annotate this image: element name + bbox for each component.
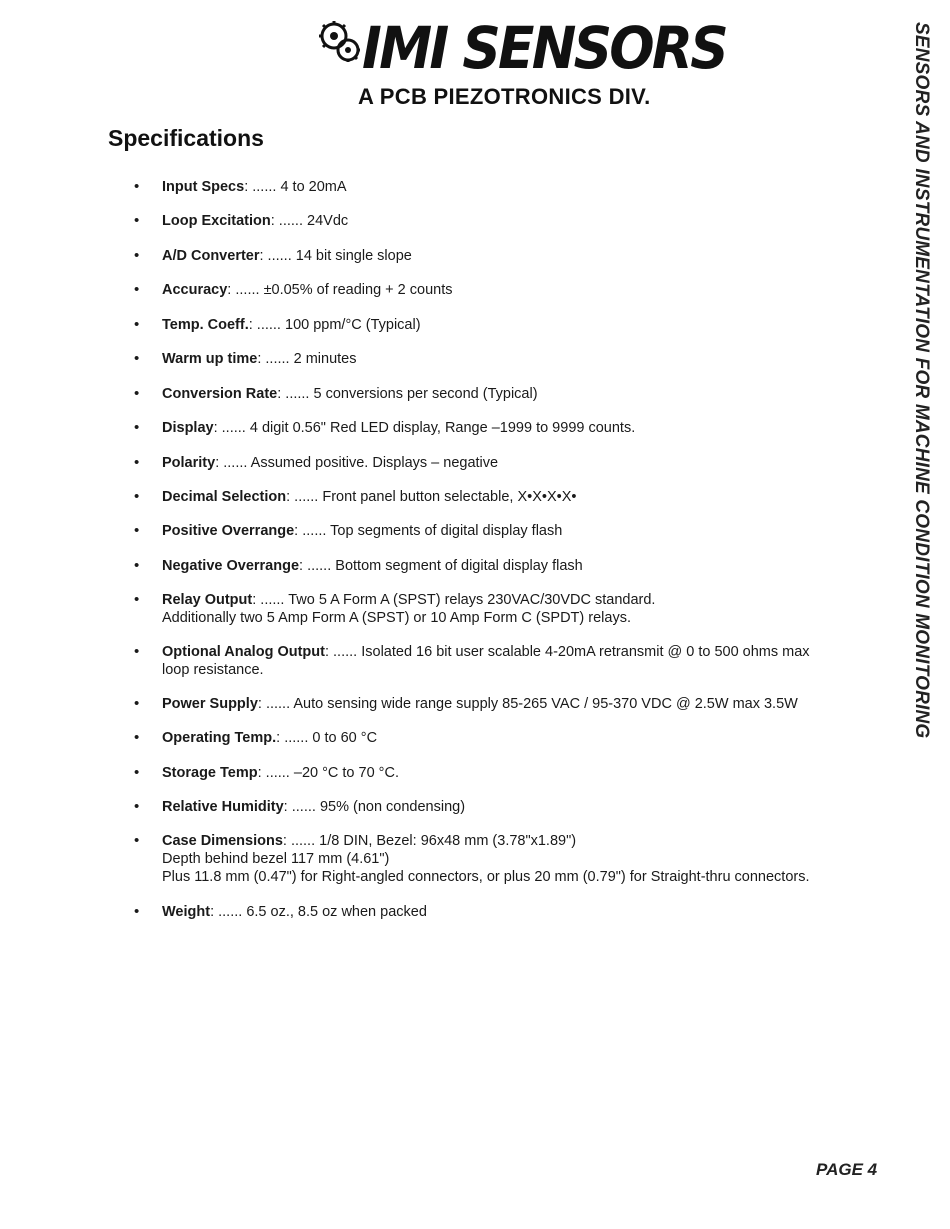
spec-line (162, 247, 872, 265)
spec-line (162, 832, 872, 850)
spec-value: Bottom segment of digital display flash (335, 558, 583, 574)
spec-label: Polarity (162, 455, 216, 471)
spec-line (162, 764, 872, 782)
spec-label: Input Specs (162, 179, 245, 195)
spec-body (162, 350, 872, 368)
spec-value: 5 conversions per second (Typical) (313, 386, 538, 402)
page-number: PAGE 4 (816, 1160, 878, 1179)
spec-label: Positive Overrange (162, 523, 295, 539)
spec-value: 0 to 60 °C (312, 730, 378, 746)
spec-label: Relay Output (162, 592, 253, 608)
spec-value: Assumed positive. Displays – negative (250, 455, 499, 471)
spec-label: Operating Temp. (162, 730, 277, 746)
spec-separator: : ...... (257, 696, 294, 712)
spec-line (162, 212, 872, 230)
bullet-icon: • (134, 522, 140, 539)
spec-separator: : ...... (213, 420, 250, 436)
spec-separator: : ...... (259, 248, 296, 264)
spec-label: Warm up time (162, 351, 258, 367)
spec-value: Plus 11.8 mm (0.47") for Right-angled connectors, or plus 20 mm (0.79") for Straight-thru connectors. (162, 869, 810, 885)
spec-value: Auto sensing wide range supply 85-265 VAC / 95-370 VDC @ 2.5W max 3.5W (293, 696, 798, 712)
spec-body (162, 454, 872, 472)
spec-separator: : ...... (257, 351, 294, 367)
spec-value: –20 °C to 70 °C. (293, 765, 399, 781)
logo-brand-name: IMI SENSORS (362, 14, 726, 82)
spec-separator: : ...... (299, 558, 336, 574)
side-banner (904, 22, 934, 777)
spec-line (162, 385, 872, 403)
spec-label: Negative Overrange (162, 558, 300, 574)
spec-value: 14 bit single slope (295, 248, 412, 264)
spec-line (162, 557, 872, 575)
side-banner-text: SENSORS AND INSTRUMENTATION FOR MACHINE CONDITION MONITORING (911, 22, 932, 739)
spec-line (162, 609, 872, 627)
spec-value: loop resistance. (162, 662, 264, 678)
spec-line (162, 643, 872, 661)
bullet-icon: • (134, 385, 140, 402)
spec-body (162, 522, 872, 540)
spec-value: 100 ppm/°C (Typical) (285, 317, 421, 333)
spec-label: Conversion Rate (162, 386, 278, 402)
bullet-icon: • (134, 212, 140, 229)
spec-value: 95% (non condensing) (319, 799, 466, 815)
spec-body (162, 832, 872, 886)
spec-separator: : ...... (286, 489, 323, 505)
spec-separator: : ...... (248, 317, 285, 333)
spec-separator: : ...... (277, 386, 314, 402)
spec-value: ±0.05% of reading + 2 counts (263, 282, 453, 298)
spec-line (162, 281, 872, 299)
spec-line (162, 729, 872, 747)
bullet-icon: • (134, 419, 140, 436)
spec-body (162, 764, 872, 782)
bullet-icon: • (134, 316, 140, 333)
spec-line (162, 522, 872, 540)
spec-line (162, 591, 872, 609)
spec-separator: : ...... (252, 592, 289, 608)
spec-label: Storage Temp (162, 765, 258, 781)
bullet-icon: • (134, 643, 140, 660)
spec-separator: : ...... (257, 765, 294, 781)
spec-separator: : ...... (294, 523, 331, 539)
bullet-icon: • (134, 281, 140, 298)
spec-value: 4 digit 0.56" Red LED display, Range –1999 to 9999 counts. (249, 420, 636, 436)
spec-value: Additionally two 5 Amp Form A (SPST) or 10 Amp Form C (SPDT) relays. (162, 610, 631, 626)
spec-label: Display (162, 420, 214, 436)
spec-line (162, 419, 872, 437)
spec-body (162, 212, 872, 230)
spec-label: Weight (162, 904, 211, 920)
page-heading: Specifications (108, 125, 264, 151)
gear-logo-icon (318, 20, 362, 64)
spec-separator: : ...... (210, 904, 247, 920)
spec-label: Optional Analog Output (162, 644, 325, 660)
spec-label: Relative Humidity (162, 799, 284, 815)
bullet-icon: • (134, 832, 140, 849)
spec-line (162, 798, 872, 816)
spec-body (162, 591, 872, 627)
spec-body (162, 247, 872, 265)
bullet-icon: • (134, 903, 140, 920)
spec-separator: : ...... (282, 833, 320, 849)
spec-line (162, 488, 872, 506)
spec-value: Front panel button selectable, X•X•X•X• (322, 489, 577, 505)
spec-body (162, 281, 872, 299)
spec-body (162, 385, 872, 403)
spec-value: 2 minutes (293, 351, 357, 367)
spec-line (162, 903, 872, 921)
spec-separator: : ...... (276, 730, 313, 746)
bullet-icon: • (134, 591, 140, 608)
spec-body (162, 643, 872, 679)
spec-body (162, 419, 872, 437)
spec-line (162, 695, 872, 713)
spec-line (162, 316, 872, 334)
spec-line (162, 661, 872, 679)
bullet-icon: • (134, 695, 140, 712)
bullet-icon: • (134, 178, 140, 195)
spec-value: Two 5 A Form A (SPST) relays 230VAC/30VDC standard. (288, 592, 656, 608)
spec-label: Case Dimensions (162, 833, 283, 849)
spec-value: 6.5 oz., 8.5 oz when packed (246, 904, 427, 920)
spec-separator: : ...... (270, 213, 308, 229)
spec-value: Isolated 16 bit user scalable 4-20mA retransmit @ 0 to 500 ohms max (361, 644, 810, 660)
spec-label: Temp. Coeff. (162, 317, 249, 333)
spec-label: Accuracy (162, 282, 228, 298)
bullet-icon: • (134, 454, 140, 471)
bullet-icon: • (134, 764, 140, 781)
bullet-icon: • (134, 798, 140, 815)
spec-label: Power Supply (162, 696, 258, 712)
spec-label: A/D Converter (162, 248, 260, 264)
spec-line (162, 454, 872, 472)
spec-body (162, 488, 872, 506)
spec-body (162, 316, 872, 334)
spec-separator: : ...... (283, 799, 320, 815)
company-logo (318, 14, 726, 112)
spec-separator: : ...... (215, 455, 251, 471)
spec-line (162, 178, 872, 196)
spec-body (162, 557, 872, 575)
spec-body (162, 729, 872, 747)
spec-line (162, 850, 872, 868)
spec-body (162, 178, 872, 196)
spec-separator: : ...... (227, 282, 264, 298)
bullet-icon: • (134, 488, 140, 505)
spec-line (162, 868, 872, 886)
spec-label: Decimal Selection (162, 489, 287, 505)
spec-separator: : ...... (244, 179, 281, 195)
spec-value: 4 to 20mA (280, 179, 347, 195)
spec-value: Depth behind bezel 117 mm (4.61") (162, 851, 390, 867)
bullet-icon: • (134, 729, 140, 746)
bullet-icon: • (134, 557, 140, 574)
logo-division: A PCB PIEZOTRONICS DIV. (358, 84, 651, 109)
spec-line (162, 350, 872, 368)
spec-label: Loop Excitation (162, 213, 271, 229)
spec-body (162, 695, 872, 713)
bullet-icon: • (134, 350, 140, 367)
spec-separator: : ...... (324, 644, 362, 660)
spec-body (162, 903, 872, 921)
spec-value: Top segments of digital display flash (330, 523, 563, 539)
bullet-icon: • (134, 247, 140, 264)
spec-body (162, 798, 872, 816)
spec-value: 1/8 DIN, Bezel: 96x48 mm (3.78"x1.89") (319, 833, 577, 849)
spec-value: 24Vdc (307, 213, 349, 229)
